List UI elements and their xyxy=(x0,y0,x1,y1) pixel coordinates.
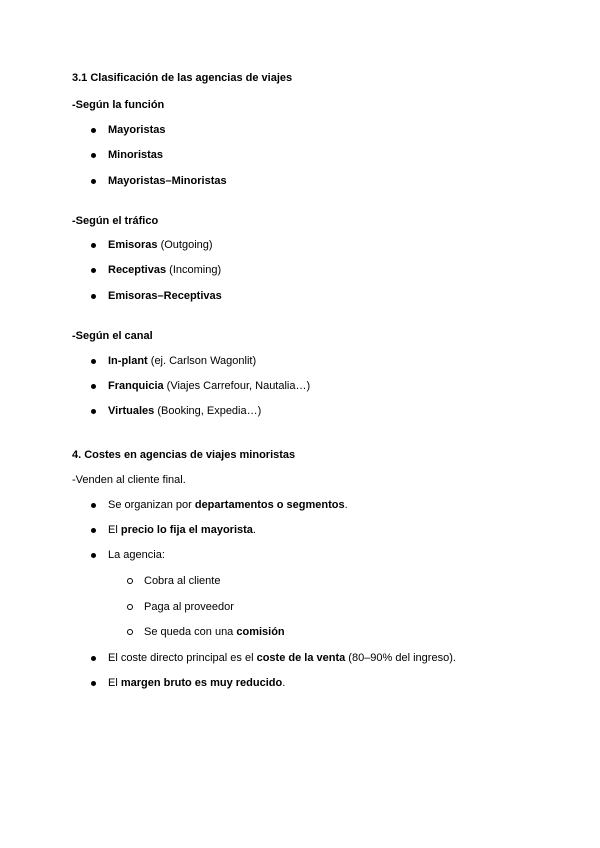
item-rest: (Booking, Expedia…) xyxy=(154,405,262,417)
section-4-title: 4. Costes en agencias de viajes minoristas xyxy=(72,449,296,461)
item-bold: departamentos o segmentos xyxy=(194,499,345,511)
sub-bullet-icon xyxy=(127,604,133,610)
item-rest: (Outgoing) xyxy=(157,239,213,251)
item-pre: El coste directo principal es el xyxy=(108,652,257,664)
bullet-icon xyxy=(91,503,96,508)
sub-list-item: Paga al proveedor xyxy=(144,601,234,613)
list-item xyxy=(108,499,348,512)
item-post: . xyxy=(252,524,256,536)
item-bold: coste de la venta xyxy=(256,652,346,664)
sub-bullet-icon xyxy=(127,629,133,635)
item-post: . xyxy=(344,499,348,511)
item-bold: In-plant xyxy=(108,355,148,367)
item-pre: Se queda con una xyxy=(144,626,237,638)
list-item: La agencia: xyxy=(108,549,165,561)
item-post: . xyxy=(282,677,286,689)
trafico-heading: -Según el tráfico xyxy=(72,215,159,227)
list-item xyxy=(108,290,222,303)
bullet-icon xyxy=(91,128,96,133)
item-rest: (Viajes Carrefour, Nautalia…) xyxy=(163,380,311,392)
list-item: Minoristas xyxy=(108,149,164,161)
bullet-icon xyxy=(91,384,96,389)
item-rest: (ej. Carlson Wagonlit) xyxy=(147,355,257,367)
bullet-icon xyxy=(91,268,96,273)
bullet-icon xyxy=(91,553,96,558)
section-4-intro: -Venden al cliente final. xyxy=(72,474,186,486)
item-post: (80–90% del ingreso). xyxy=(345,652,456,664)
item-bold: margen bruto es muy reducido xyxy=(120,677,283,689)
item-rest: (Incoming) xyxy=(166,264,222,276)
sub-list-item xyxy=(144,626,285,639)
list-item: Mayoristas–Minoristas xyxy=(108,175,227,187)
item-bold: Emisoras xyxy=(108,239,158,251)
item-bold: Franquicia xyxy=(108,380,164,392)
bullet-icon xyxy=(91,656,96,661)
item-bold: comisión xyxy=(236,626,285,638)
list-item xyxy=(108,405,261,418)
item-bold: Receptivas xyxy=(108,264,167,276)
item-bold: Emisoras–Receptivas xyxy=(108,290,222,302)
sub-list-item: Cobra al cliente xyxy=(144,575,221,587)
list-item xyxy=(108,239,213,252)
item-bold: precio lo fija el mayorista xyxy=(120,524,253,536)
list-item xyxy=(108,652,456,665)
section-3-1-title: 3.1 Clasificación de las agencias de viajes xyxy=(72,72,293,84)
canal-heading: -Según el canal xyxy=(72,330,153,342)
bullet-icon xyxy=(91,153,96,158)
funcion-heading: -Según la función xyxy=(72,99,165,111)
list-item xyxy=(108,524,256,537)
bullet-icon xyxy=(91,528,96,533)
list-item xyxy=(108,380,310,393)
list-item xyxy=(108,677,285,690)
bullet-icon xyxy=(91,681,96,686)
bullet-icon xyxy=(91,359,96,364)
list-item xyxy=(108,264,221,277)
sub-bullet-icon xyxy=(127,578,133,584)
bullet-icon xyxy=(91,294,96,299)
item-pre: El xyxy=(108,677,121,689)
list-item xyxy=(108,355,256,368)
list-item: Mayoristas xyxy=(108,124,166,136)
item-pre: Se organizan por xyxy=(108,499,195,511)
item-pre: El xyxy=(108,524,121,536)
bullet-icon xyxy=(91,179,96,184)
item-bold: Virtuales xyxy=(108,405,155,417)
bullet-icon xyxy=(91,243,96,248)
bullet-icon xyxy=(91,409,96,414)
